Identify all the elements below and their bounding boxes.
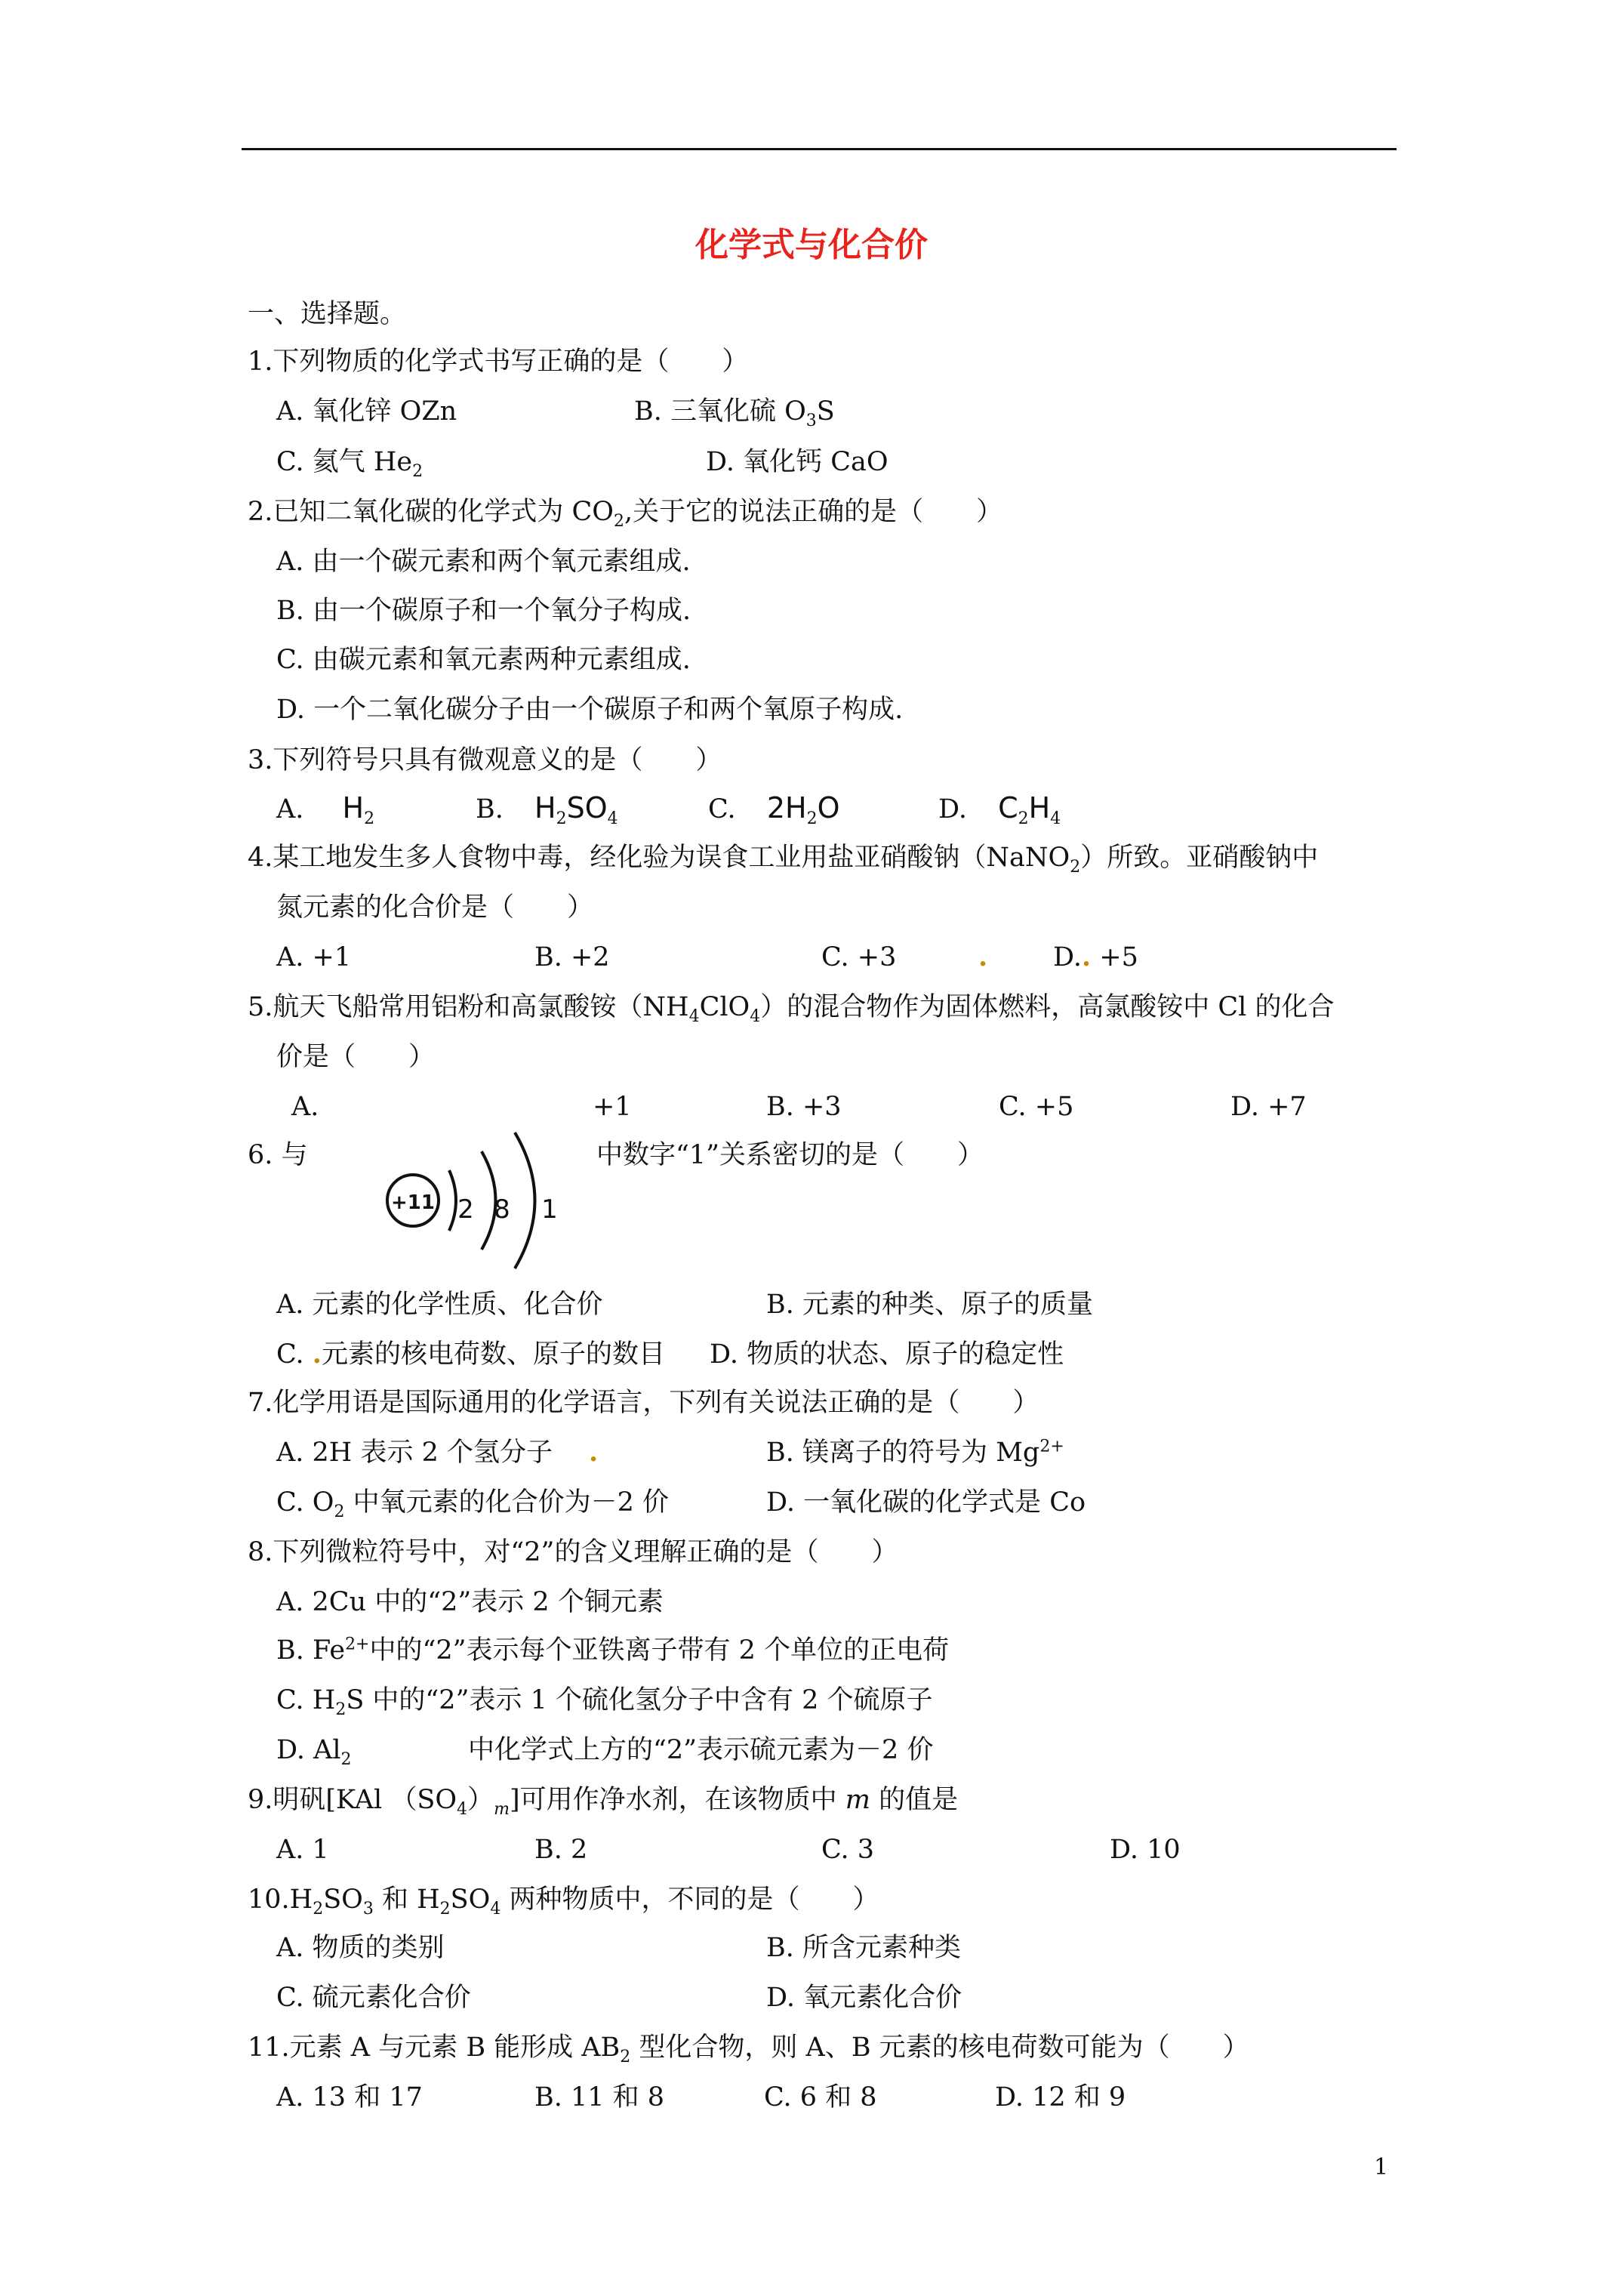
question-11-stem: 11.元素 A 与元素 B 能形成 $AB_2$ 型化合物，则 A、B 元素的核电荷数可能为（ ） [248,2032,1249,2066]
question-5-stem: 5.航天飞船常用铝粉和高氯酸铵$(NH_4ClO_4)$的混合物作为固体燃料，高氯酸铵中 Cl 的化合 [248,992,1335,1026]
question-6-stem-prefix: 6. 与 [248,1140,308,1170]
q8-option-a: A. 2Cu 中的“2”表示 2 个铜元素 [276,1587,664,1617]
q5-option-a-value: +1 [593,1092,632,1122]
q1-option-a: A. 氧化锌 OZn [276,396,457,427]
question-6-stem: 中数字“1”关系密切的是（ ） [596,1140,984,1170]
q1-option-b: B. 三氧化硫 $O_3S$ [634,396,835,430]
question-5-stem-line2: 价是（ ） [276,1042,436,1072]
stray-dot: . [978,942,988,972]
q8-option-c: C. $H_2S$ 中的“2”表示 1 个硫化氢分子中含有 2 个硫原子 [276,1685,933,1719]
q2-option-a: A. 由一个碳元素和两个氧元素组成. [276,547,691,577]
q5-option-b: B. +3 [766,1092,842,1122]
q6-option-c: C. .元素的核电荷数、原子的数目 [276,1339,665,1370]
question-10-stem: $10.H_2SO_3$ 和 $H_2SO_4$ 两种物质中，不同的是（ ） [248,1885,879,1918]
q2-option-d: D. 一个二氧化碳分子由一个碳原子和两个氧原子构成. [276,695,904,725]
question-1-stem: 1.下列物质的化学式书写正确的是（ ） [248,347,749,377]
page-title: 化学式与化合价 [695,226,928,264]
section-heading: 一、选择题。 [248,299,407,329]
nucleus-charge: +11 [391,1191,435,1214]
shell-1-electrons: 2 [457,1194,474,1225]
q7-option-d: D. 一氧化碳的化学式是 Co [766,1487,1086,1518]
q6-option-d: D. 物质的状态、原子的稳定性 [710,1339,1064,1370]
question-9-stem: 9.明矾[KAl $(SO_4)_m$]可用作净水剂，在该物质中 m 的值是 [248,1785,959,1819]
question-7-stem: 7.化学用语是国际通用的化学语言，下列有关说法正确的是（ ） [248,1388,1039,1418]
q11-option-b: B. 11 和 8 [534,2082,665,2113]
q10-option-a: A. 物质的类别 [276,1933,445,1963]
q4-option-b: B. +2 [534,942,610,972]
page-number: 1 [1374,2154,1389,2180]
q4-option-d: D.. +5 [1053,942,1138,972]
q3-option-b: B. $H_2SO_4$ [476,791,618,828]
q3-option-d: D. $C_2H_4$ [938,791,1061,828]
q8-option-d-label: D. $Al_2$ [276,1735,352,1769]
q11-option-d: D. 12 和 9 [995,2082,1126,2113]
q7-option-b: B. 镁离子的符号为 $Mg^{2+}$ [766,1437,1064,1468]
q5-option-a-label: A. [291,1092,319,1122]
header-rule [242,148,1397,150]
stray-dot: . [589,1437,599,1468]
question-8-stem: 8.下列微粒符号中，对“2”的含义理解正确的是（ ） [248,1537,898,1567]
q9-option-b: B. 2 [534,1835,588,1865]
q1-option-c: C. 氦气 $He_2$ [276,447,423,481]
q11-option-a: A. 13 和 17 [276,2082,423,2113]
q3-option-a: A. $H_2$ [276,791,375,828]
q1-option-d: D. 氧化钙 CaO [706,447,888,477]
q3-option-c: C. $2H_2O$ [708,791,840,828]
q10-option-d: D. 氧元素化合价 [766,1983,962,2013]
question-3-stem: 3.下列符号只具有微观意义的是（ ） [248,745,722,775]
q8-option-b: B. $Fe^{2+}$中的“2”表示每个亚铁离子带有 2 个单位的正电荷 [276,1635,950,1666]
q5-option-c: C. +5 [999,1092,1074,1122]
q4-option-c: C. +3 [821,942,897,972]
q9-option-a: A. 1 [276,1835,329,1865]
q8-option-d: 中化学式上方的“2”表示硫元素为－2 价 [468,1735,934,1765]
q2-option-c: C. 由碳元素和氧元素两种元素组成. [276,645,691,675]
question-4-stem-line2: 氮元素的化合价是（ ） [276,892,594,923]
shell-arc-1 [449,1170,456,1231]
q7-option-c: C. $O_2$ 中氧元素的化合价为－2 价 [276,1487,670,1521]
question-2-stem: 2.已知二氧化碳的化学式为 $CO_2$,关于它的说法正确的是（ ） [248,497,1003,531]
q11-option-c: C. 6 和 8 [764,2082,877,2113]
shell-2-electrons: 8 [494,1194,510,1225]
sodium-atom-structure-diagram [374,1121,570,1280]
q10-option-b: B. 所含元素种类 [766,1933,961,1963]
q4-option-a: A. +1 [276,942,352,972]
question-4-stem: 4.某工地发生多人食物中毒，经化验为误食工业用盐亚硝酸钠（NaNO$_2$）所致。亚硝酸钠中 [248,843,1319,877]
q9-option-c: C. 3 [821,1835,875,1865]
q6-option-a: A. 元素的化学性质、化合价 [276,1290,603,1320]
q7-option-a: A. 2H 表示 2 个氢分子 [276,1438,553,1468]
shell-arc-3 [515,1133,535,1268]
q5-option-d: D. +7 [1230,1092,1307,1122]
q2-option-b: B. 由一个碳原子和一个氧分子构成. [276,596,691,626]
q9-option-d: D. 10 [1110,1835,1181,1865]
q6-option-b: B. 元素的种类、原子的质量 [766,1290,1093,1320]
q10-option-c: C. 硫元素化合价 [276,1983,471,2013]
shell-3-electrons: 1 [541,1194,558,1225]
